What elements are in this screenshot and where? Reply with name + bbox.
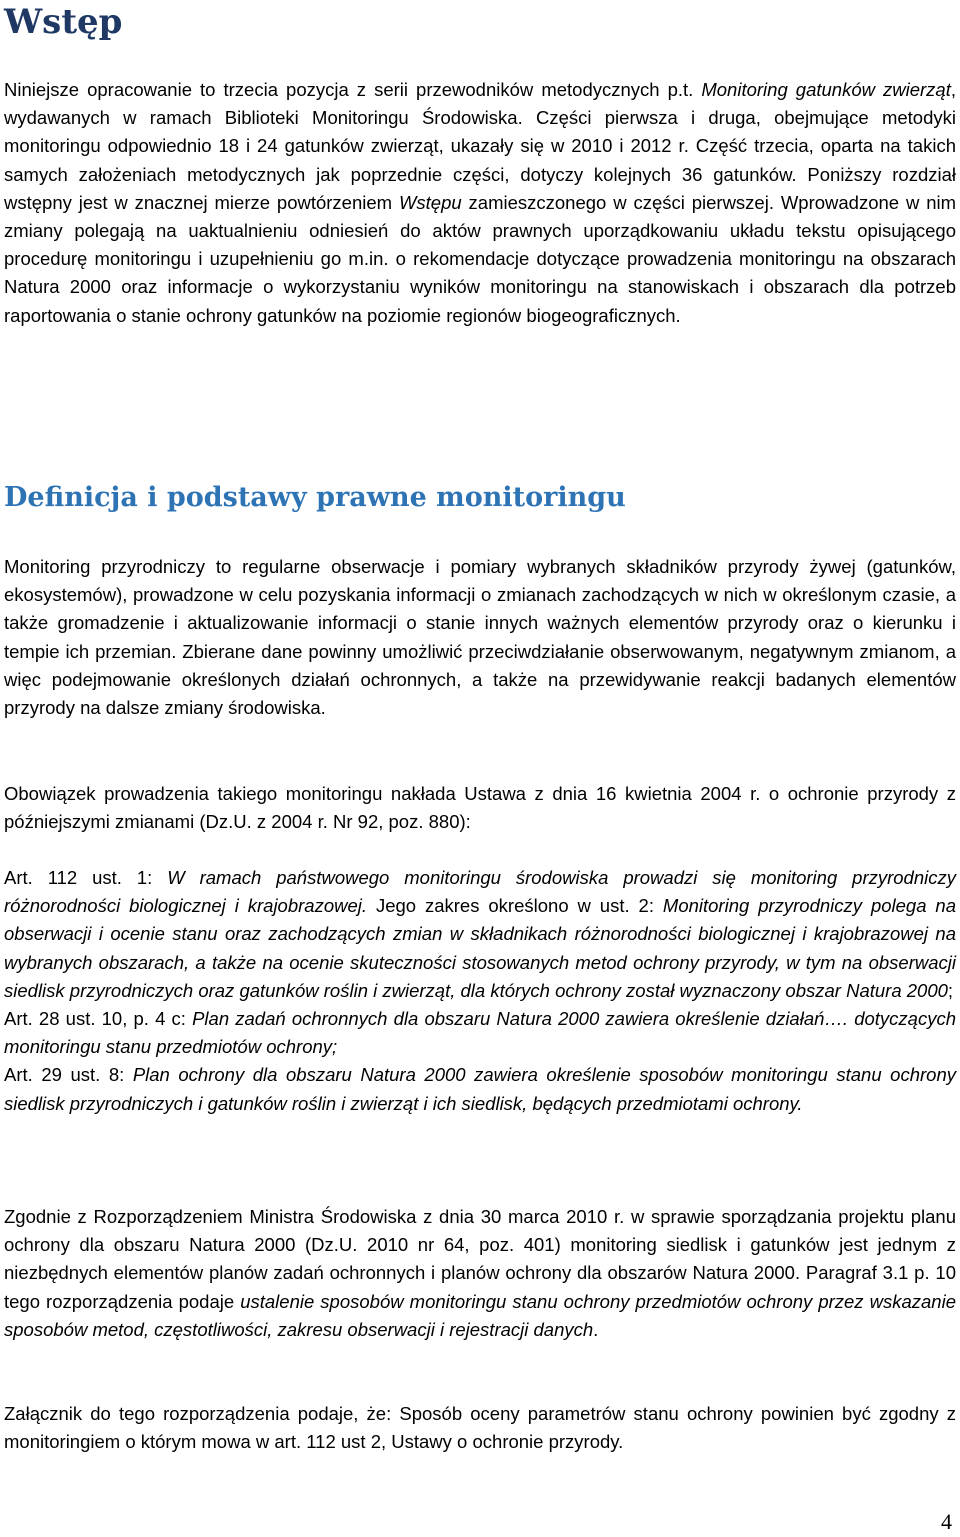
article-112-ref: Art. 112 ust. 1: xyxy=(4,867,168,888)
intro-text-1: Niniejsze opracowanie to trzecia pozycja z serii przewodników metodycznych p.t. xyxy=(4,79,702,100)
intro-text-2: , wydawanych w ramach Biblioteki Monitoringu Środowiska. Części pierwsza i druga, obejmujące metodyki monitoringu odpowiednio 18 i 24 gatunków zwierząt, ukazały się w 2010 i 2012 r. Część trzecia, oparta na takich samych założeniach metodycznych jak poprzednie części, dotyczy kolejnych 36 gatunków. Poniższy rozdział wstępny jest w znacznej mierze powtórzeniem xyxy=(4,79,956,213)
article-112-mid: Jego zakres określono w ust. 2: xyxy=(367,895,663,917)
regulation-paragraph xyxy=(4,1203,956,1344)
intro-paragraph xyxy=(4,76,956,330)
definition-paragraph: Monitoring przyrodniczy to regularne obserwacje i pomiary wybranych składników przyrody żywej (gatunków, ekosystemów), prowadzone w celu pozyskania informacji o zmianach zachodzących w nich w określonym czasie, a także gromadzenie i aktualizowanie informacji o stanie innych ważnych elementów przyrody oraz o kierunku i tempie ich przemian. Zbierane dane powinny umożliwić przeciwdziałanie obserwowanym, negatywnym zmianom, a więc podejmowanie określonych działań ochronnych, a także na przewidywanie reakcji badanych elementów przyrody na dalsze zmiany środowiska. xyxy=(4,556,956,719)
regulation-text: Zgodnie z Rozporządzeniem Ministra Środowiska z dnia 30 marca 2010 r. w sprawie sporządzania projektu planu ochrony dla obszaru Natura 2000 (Dz.U. 2010 nr 64, poz. 401) monitoring siedlisk i gatunków jest jednym z niezbędnych elementów planów zadań ochronnych i planów ochrony dla obszarów Natura 2000. Paragraf 3.1 p. 10 tego rozporządzenia podaje xyxy=(4,1206,956,1312)
article-28-ref: Art. 28 ust. 10, p. 4 c: xyxy=(4,1008,193,1030)
intro-italic-title: Monitoring gatunków zwierząt xyxy=(701,79,951,100)
page-number: 4 xyxy=(941,1509,952,1534)
article-29-ref: Art. 29 ust. 8: xyxy=(4,1064,133,1086)
intro-italic-wstepu: Wstępu xyxy=(398,191,462,213)
obligation-paragraph: Obowiązek prowadzenia takiego monitoringu nakłada Ustawa z dnia 16 kwietnia 2004 r. o ochronie przyrody z późniejszymi zmianami (Dz.U. z 2004 r. Nr 92, poz. 880): xyxy=(4,783,956,833)
regulation-italic-quote: ustalenie sposobów monitoringu stanu ochrony przedmiotów ochrony przez wskazanie sposobów metod, częstotliwości, zakresu obserwacji i rejestracji danych xyxy=(4,1290,956,1340)
section-heading-wstep: Wstęp xyxy=(4,2,123,42)
article-112-ust2-quote: Monitoring przyrodniczy polega na obserwacji i ocenie stanu oraz zachodzących zmian w składnikach różnorodności biologicznej i krajobrazowej na wybranych obszarach, a także na ocenie skuteczności stosowanych metod ochrony przyrody, w tym na obserwacji siedlisk przyrodniczych oraz gatunków roślin i zwierząt, dla których ochrony został wyznaczony obszar Natura 2000 xyxy=(4,895,957,1001)
article-29-quote: Plan ochrony dla obszaru Natura 2000 zawiera określenie sposobów monitoringu stanu ochrony siedlisk przyrodniczych i gatunków roślin i zwierząt i ich siedlisk, będących przedmiotami ochrony. xyxy=(4,1064,956,1114)
intro-text-3: zamieszczonego w części pierwszej. Wprowadzone w nim zmiany polegają na uaktualnieniu odniesień do aktów prawnych uporządkowaniu układu tekstu opisującego procedurę monitoringu i uzupełnieniu go m.in. o rekomendacje dotyczące prowadzenia monitoringu na obszarach Natura 2000 oraz informacje o wykorzystaniu wyników monitoringu na stanowiskach i obszarach dla potrzeb raportowania o stanie ochrony gatunków na poziomie regionów biogeograficznych. xyxy=(4,191,957,326)
article-112-end: ; xyxy=(947,979,954,1001)
annex-paragraph: Załącznik do tego rozporządzenia podaje, że: Sposób oceny parametrów stanu ochrony powinien być zgodny z monitoringiem o którym mowa w art. 112 ust 2, Ustawy o ochronie przyrody. xyxy=(4,1403,956,1453)
articles-paragraph xyxy=(4,864,956,1118)
regulation-end: . xyxy=(593,1318,599,1340)
article-28-quote: Plan zadań ochronnych dla obszaru Natura 2000 zawiera określenie działań…. dotyczących monitoringu stanu przedmiotów ochrony; xyxy=(4,1008,957,1058)
article-112-quote: W ramach państwowego monitoringu środowiska prowadzi się monitoring przyrodniczy różnorodności biologicznej i krajobrazowej. xyxy=(4,867,956,917)
section-heading-definicja: Definicja i podstawy prawne monitoringu xyxy=(4,482,626,513)
